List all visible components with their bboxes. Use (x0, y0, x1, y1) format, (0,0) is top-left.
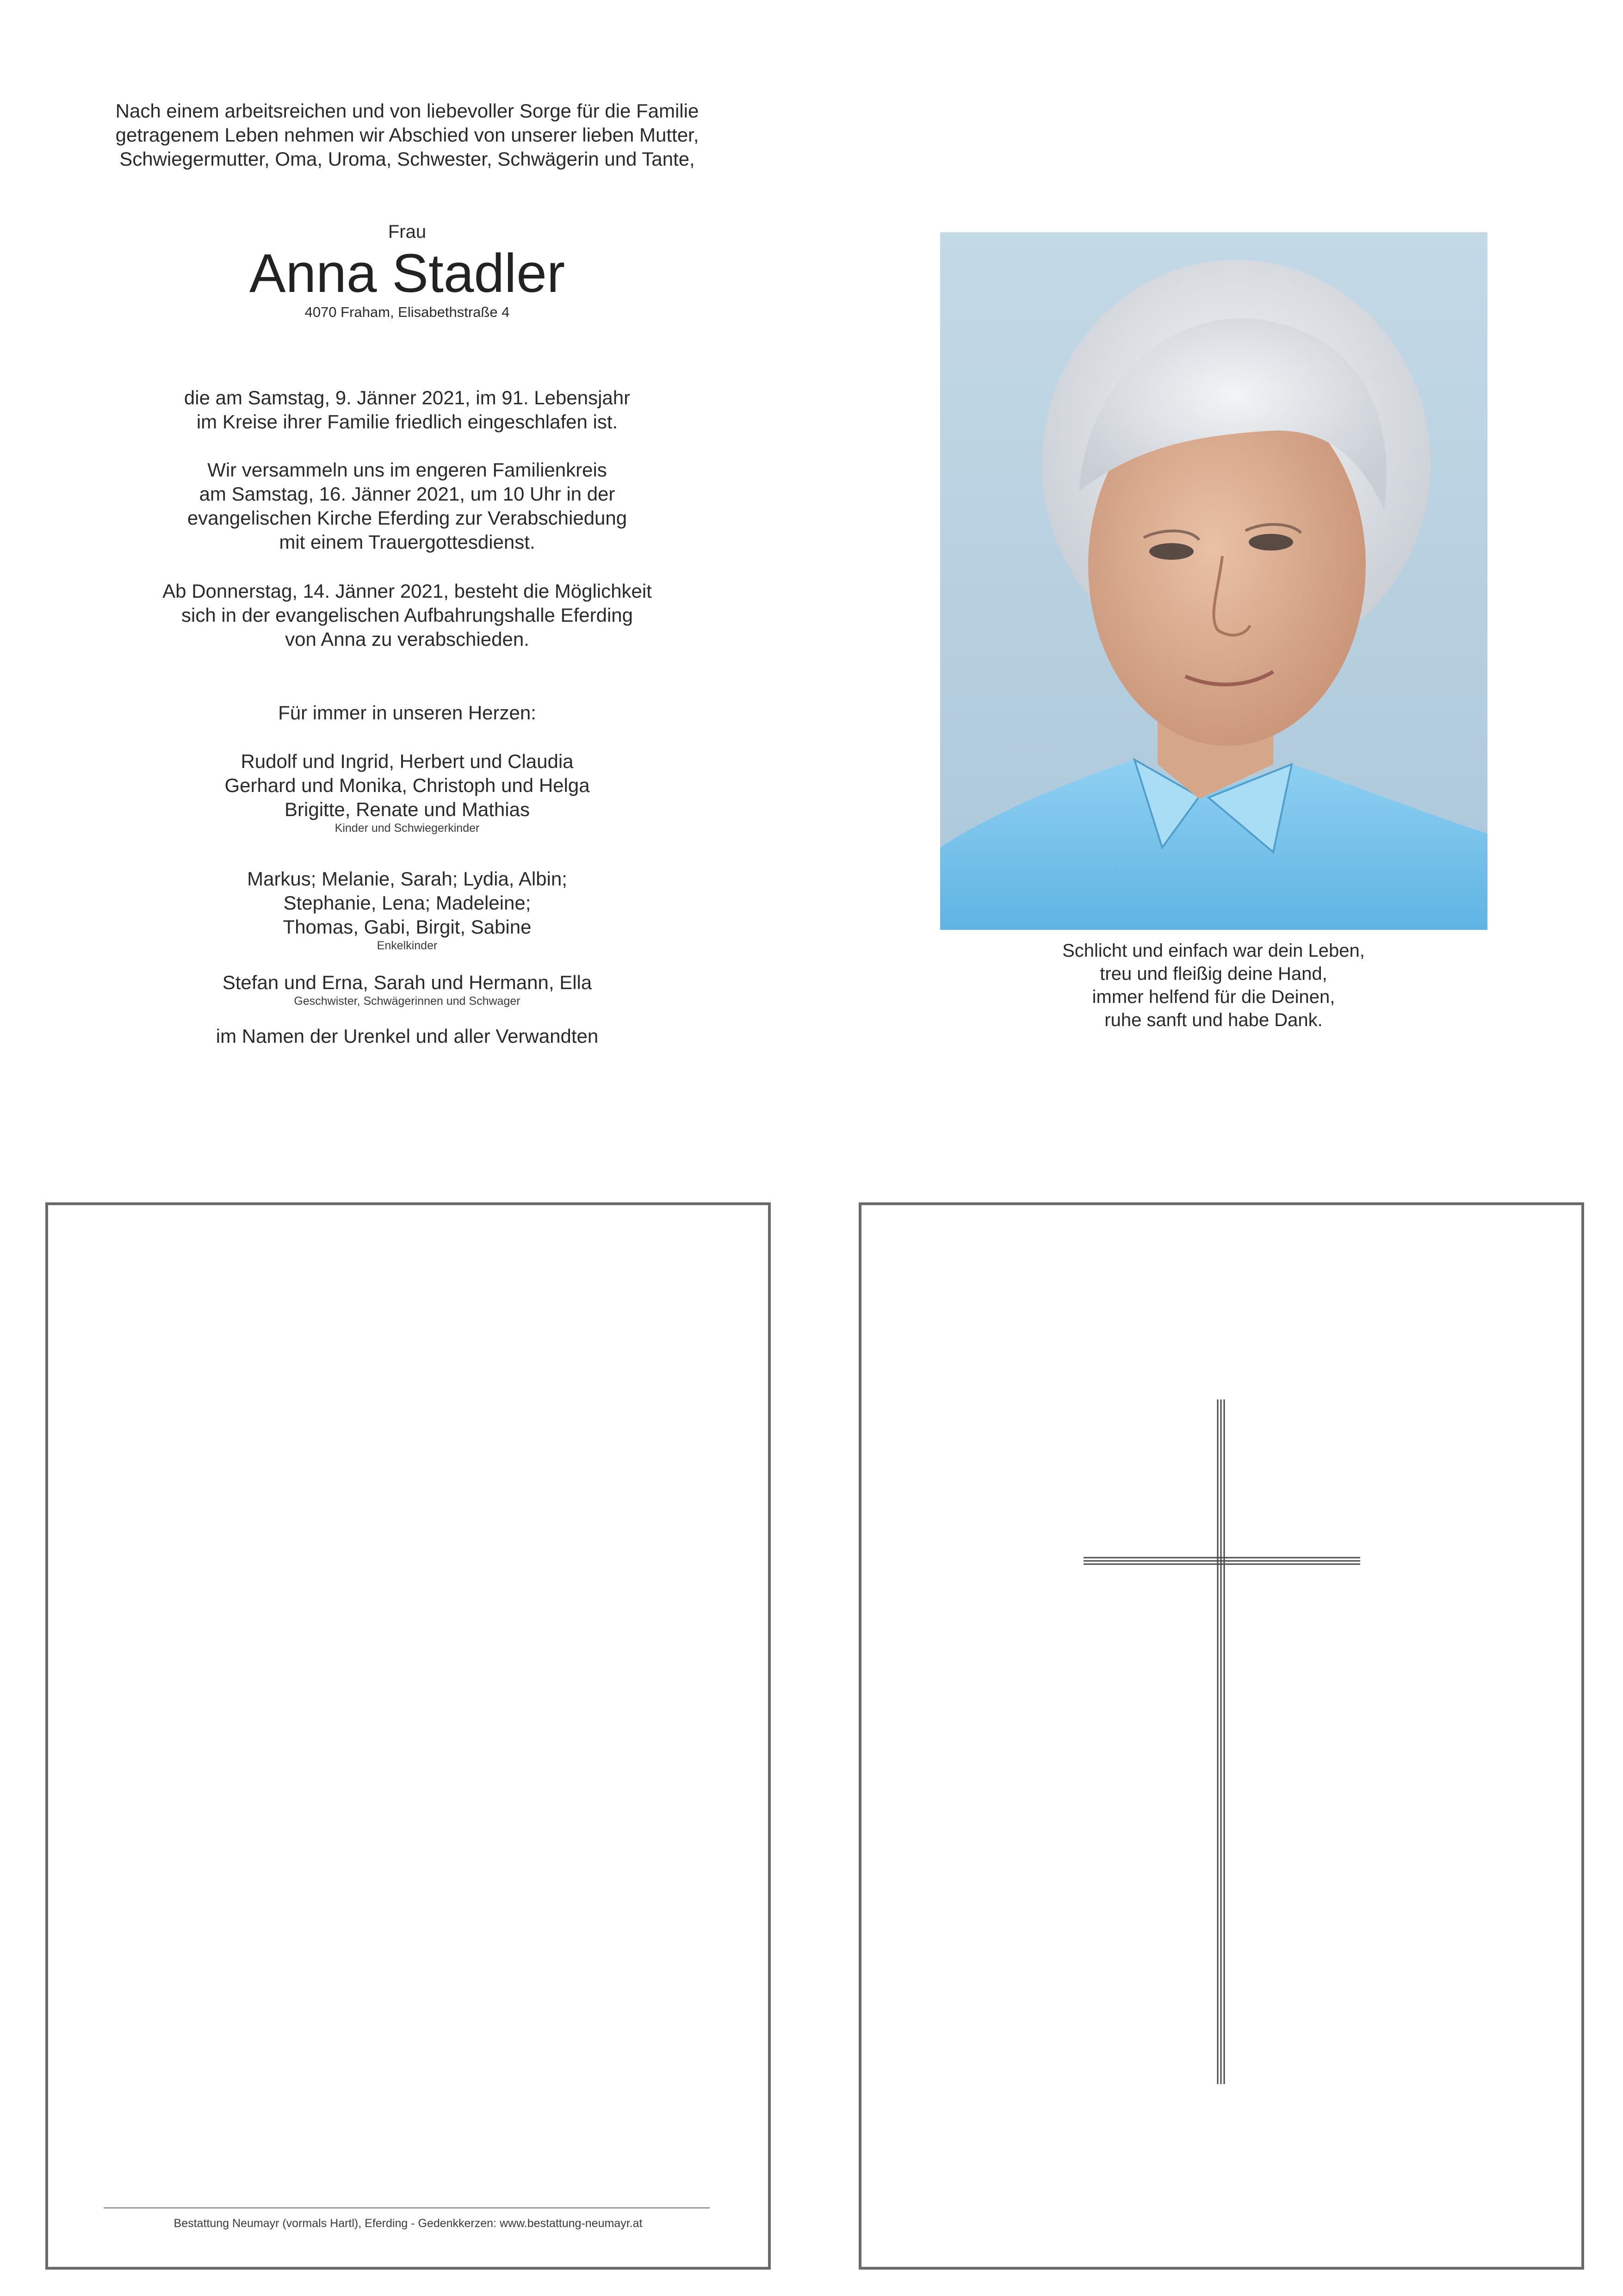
poem-line: immer helfend für die Deinen, (1092, 987, 1335, 1007)
intro-line: Schwiegermutter, Oma, Uroma, Schwester, Schwägerin und Tante, (119, 148, 695, 170)
back-panel-right (859, 1202, 1584, 2270)
footer-divider (104, 2207, 710, 2209)
viewing-line: von Anna zu verabschieden. (285, 628, 529, 650)
siblings-line: Stefan und Erna, Sarah und Hermann, Ella (222, 972, 592, 993)
siblings-label: Geschwister, Schwägerinnen und Schwager (294, 995, 520, 1008)
deceased-block (176, 220, 638, 321)
service-line: evangelischen Kirche Eferding zur Verabschiedung (187, 507, 627, 529)
viewing-line: sich in der evangelischen Aufbahrungshalle Eferding (181, 604, 633, 626)
children-line: Brigitte, Renate und Mathias (285, 798, 530, 820)
service-text (130, 458, 685, 554)
siblings-group (176, 971, 638, 1008)
mourners-heading: Für immer in unseren Herzen: (278, 702, 536, 724)
passing-text (130, 386, 685, 434)
closing-line: im Namen der Urenkel und aller Verwandten (216, 1025, 599, 1047)
poem-line: ruhe sanft und habe Dank. (1104, 1010, 1323, 1030)
deceased-address: 4070 Fraham, Elisabethstraße 4 (304, 304, 510, 320)
deceased-name: Anna Stadler (249, 243, 565, 304)
children-group (176, 749, 638, 835)
passing-line: die am Samstag, 9. Jänner 2021, im 91. Lebensjahr (184, 387, 631, 408)
portrait-illustration (940, 232, 1487, 930)
grandchildren-line: Stephanie, Lena; Madeleine; (283, 892, 531, 914)
salutation: Frau (388, 222, 427, 242)
children-line: Rudolf und Ingrid, Herbert und Claudia (241, 750, 574, 772)
viewing-text (130, 579, 685, 651)
grandchildren-line: Markus; Melanie, Sarah; Lydia, Albin; (247, 868, 567, 890)
intro-line: Nach einem arbeitsreichen und von liebevoller Sorge für die Familie (115, 100, 699, 122)
service-line: mit einem Trauergottesdienst. (279, 531, 535, 553)
poem-line: treu und fleißig deine Hand, (1100, 964, 1327, 984)
footer-credit: Bestattung Neumayr (vormals Hartl), Eferding - Gedenkkerzen: www.bestattung-neumayr.at (173, 2217, 643, 2230)
cross-icon (1079, 1399, 1366, 2093)
grandchildren-group (176, 867, 638, 952)
passing-line: im Kreise ihrer Familie friedlich eingeschlafen ist. (196, 411, 618, 433)
service-line: Wir versammeln uns im engeren Familienkreis (207, 459, 607, 481)
intro-text (37, 99, 777, 171)
children-line: Gerhard und Monika, Christoph und Helga (224, 774, 590, 796)
children-label: Kinder und Schwiegerkinder (335, 822, 480, 835)
intro-line: getragenem Leben nehmen wir Abschied von unserer lieben Mutter, (115, 124, 699, 146)
viewing-line: Ab Donnerstag, 14. Jänner 2021, besteht die Möglichkeit (162, 580, 652, 602)
service-line: am Samstag, 16. Jänner 2021, um 10 Uhr in der (199, 483, 615, 505)
grandchildren-label: Enkelkinder (377, 939, 438, 952)
portrait-photo (940, 232, 1487, 930)
poem-line: Schlicht und einfach war dein Leben, (1062, 941, 1365, 961)
poem (982, 939, 1445, 1032)
back-panel-left (45, 1202, 771, 2270)
grandchildren-line: Thomas, Gabi, Birgit, Sabine (283, 916, 532, 938)
